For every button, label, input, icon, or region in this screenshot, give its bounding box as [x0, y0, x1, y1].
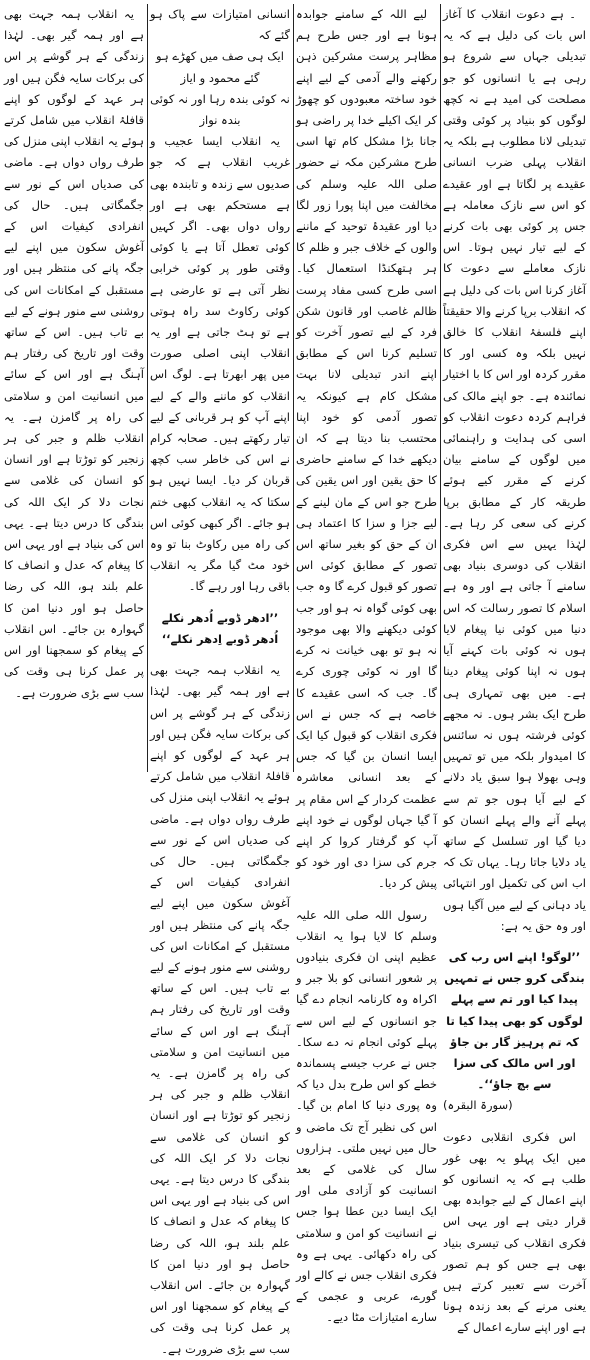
- column-gap: [443, 937, 586, 947]
- column-2-paragraph-2: رسول اللہ صلی اللہ علیہ وسلم کا لایا ہوا یہ انقلاب عظیم اپنی ان فکری بنیادوں پر شعور انسانی کو بلا جبر و اکراہ وہ کارنامہ انجام دے گیا جو انسانوں کے لیے اس سے پہلے کوئی انجام نہ دے سکا۔ جس نے عرب جیسے پسماندہ خطے کو اس طرح بدل دیا کہ وہ پوری دنیا کا امام بن گیا۔ اس کی نظیر آج تک ماضی و حال میں نہیں ملتی۔ ہزاروں سال کی غلامی کے بعد انسانیت کو آزادی ملی اور ایک ایسا دین عطا ہوا جس نے انسانیت کو امن و سلامتی کی راہ دکھائی۔ یہی ہے وہ فکری انقلاب جس نے کالے اور گورے، عربی و عجمی کے سارے امتیازات مٹا دیے۔: [296, 907, 437, 1325]
- column-gap: [296, 895, 437, 905]
- poetry-verse-1: ایک ہی صف میں کھڑے ہو گئے محمود و ایاز: [156, 49, 284, 85]
- quote-reference: (سورۃ البقرہ): [443, 1098, 513, 1113]
- article-column-3: [150, 4, 290, 1356]
- column-1-paragraph-1: ۔ ہے دعوت انقلاب کا آغاز اس بات کی دلیل ہے کہ یہ تبدیلی جہاں سے شروع ہو رہی ہے یا انسانوں کو جو مصلحت کی امید ہے نہ کچھ لوگوں کو بنیاد پر کوئی وقتی تبدیلی لانا مطلوب ہے بلکہ یہ انقلاب پہلی ضرب انسانی عقیدے پر لگاتا ہے اور عقیدے کو اس سے نازک معاملہ ہے جس پر کوئی بھی بات کرنے کے لیے تیار نہیں ہوتا۔ اس نازک معاملے سے دعوت کا آغاز کرنا اس بات کی دلیل ہے کہ انقلاب برپا کرنے والا حقیقتاً اپنے فلسفۂ انقلاب کا خالق نہیں بلکہ وہ کسی اور کا مقرر کردہ اور اس کا با اختیار نمائندہ ہے۔ جو اپنے مالک کی فراہم کردہ دعوت انقلاب کو اسی کی ہدایت و راہنمائی میں لوگوں کے سامنے بیان کرنے کے مقرر کیے ہوئے طریقہ کار کے مطابق برپا کرنے کی سعی کر رہا ہے۔ لہٰذا یہیں سے اس فکری انقلاب کی دوسری بنیاد بھی سامنے آ جاتی ہے اور وہ ہے اسلام کا تصور رسالت کہ اس دنیا میں کوئی نیا پیغام لایا ہوں نہ کوئی بات کہنے آیا ہوں نہ اپنا کوئی پیغام دینا ہے۔ میں بھی تمہاری ہی طرح ایک بشر ہوں۔ نہ مجھے کوئی فرشتہ ہوں نہ سائنس کا امیدوار بلکہ میں تو تمہیں وہی بھولا ہوا سبق یاد دلانے کے لیے آیا ہوں جو تم سے پہلے آنے والے پہلے انسان کو دیا گیا اور تسلسل کے ساتھ یاد دلایا جاتا رہا۔ یہاں تک کہ اب اس کی تکمیل اور انتہائی یاد دہانی کے لیے میں آگیا ہوں اور وہ حق یہ ہے:: [442, 7, 586, 933]
- column-2-paragraph-1: لیے اللہ کے سامنے جوابدہ ہونا ہے اور جس طرح ہم مظاہر پرست مشرکین ذہن رکھنے والے آدمی کے لیے اپنے خود ساختہ معبودوں کو چھوڑ کر ایک اکیلے خدا پر راضی ہو جانا بڑا مشکل کام تھا اسی طرح مشرکین مکہ نے حضور صلی اللہ علیہ وسلم کی مخالفت میں اپنا پورا زور لگا دیا اور عقیدۂ توحید کے ماننے والوں کے خلاف جبر و ظلم کا ہر ہتھکنڈا استعمال کیا۔ اسی طرح کسی مفاد پرست ظالم غاصب اور قانون شکن فرد کے لیے تصور آخرت کو تسلیم کرنا اس کے مطابق اپنے اندر تبدیلی لانا بہت مشکل کام ہے کیونکہ یہ تصور آدمی کو خود اپنا محتسب بنا دیتا ہے کہ ان دیکھے خدا کے سامنے حاضری کا حق یقین اور اس یقین کی طرح جو اس کے مان لینے کے لیے جزا و سزا کا اعتماد ہی ان کے حق کو بغیر ساتھ اس تصور کے مطابق کوئی اس تصور کو قبول کرے گا وہ جب بھی کوئی گواہ نہ ہو اور جب کوئی دیکھنے والا بھی موجود نہ ہو تو بھی خیانت نہ کرے گا اور نہ کوئی چوری کرے گا۔ جب کہ اسی عقیدے کا خاصہ ہے کہ جس نے اس فکری انقلاب کو قبول کیا ایک ایسا انسان بن گیا کہ جس کے بعد انسانی معاشرہ عظمت کردار کے اس مقام پر آ گیا جہاں لوگوں نے خود اپنے آپ کو گرفتار کروا کر اپنے جرم کی سزا دی اور خود کو پیش کر دیا۔: [296, 7, 437, 891]
- column-divider: [440, 4, 441, 772]
- poetry-quote: ’’ادھر ڈوبے اُدھر نکلے اُدھر ڈوبے اِدھر نکلے‘‘: [161, 610, 279, 646]
- article-column-4: [4, 4, 144, 772]
- column-1-paragraph-2: اس فکری انقلابی دعوت میں ایک پہلو یہ بھی غور طلب ہے کہ یہ انسانوں کو اپنے اعمال کے لیے جوابدہ بھی قرار دیتی ہے اور یہی اس فکری انقلاب کی تیسری بنیاد بھی ہے جس کو ہم تصور آخرت سے تعبیر کرتے ہیں یعنی مرنے کے بعد زندہ ہونا ہے اور اپنے سارے اعمال کے: [443, 1129, 586, 1335]
- column-gap: [443, 1117, 586, 1127]
- column-3-paragraph-1: انسانی امتیازات سے پاک ہو گئے کہ: [150, 7, 290, 43]
- article-column-2: [296, 4, 437, 1325]
- quran-quote: ’’لوگو! اپنے اس رب کی بندگی کرو جس نے تمہیں پیدا کیا اور تم سے پہلے لوگوں کو بھی پیدا کیا تا کہ تم پرہیز گار بن جاؤ اور اس مالک کی سزا سے بچ جاؤ‘‘۔: [444, 949, 585, 1092]
- column-gap: [150, 650, 290, 660]
- column-divider: [147, 4, 148, 772]
- column-gap: [150, 598, 290, 608]
- column-3-paragraph-3: یہ انقلاب ہمہ جہت بھی ہے اور ہمہ گیر بھی۔ لہٰذا زندگی کے ہر گوشے پر اس کی برکات سایہ فگن ہیں اور ہر عہد کے لوگوں کو اپنے قافلۂ انقلاب میں شامل کرتے ہوئے یہ انقلاب اپنی منزل کی طرف رواں دواں ہے۔ ماضی کی صدیاں اس کے نور سے جگمگاتی ہیں۔ حال کی انفرادی کیفیات اس کے آغوش سکون میں اپنے لیے جگہ پانے کی منتظر ہیں اور مستقبل کے امکانات اس کی روشنی سے منور ہونے کے لیے بے تاب ہیں۔ اس کے ساتھ وقت اور تاریخ کی رفتار ہم آہنگ ہے اور اس کے سائے میں انسانیت امن و سلامتی کی راہ پر گامزن ہے۔ یہ انقلاب ظلم و جبر کی ہر زنجیر کو توڑتا ہے اور انسان کو انسان کی غلامی سے نجات دلا کر ایک اللہ کی بندگی کا درس دیتا ہے۔ یہی اس کی بنیاد ہے اور یہی اس کا پیغام کہ عدل و انصاف کا علم بلند ہو، اللہ کی رضا حاصل ہو اور دنیا امن کا گہوارہ بن جائے۔ اس انقلاب کے پیغام کو سمجھنا اور اس پر عمل کرنا ہی وقت کی سب سے بڑی ضرورت ہے۔: [150, 663, 290, 1356]
- column-divider: [293, 4, 294, 772]
- column-3-paragraph-2: یہ انقلاب ایسا عجیب و غریب انقلاب ہے کہ جو صدیوں سے زندہ و تابندہ بھی ہے مستحکم بھی ہے اور رواں دواں بھی۔ اگر کہیں کوئی تعطل آتا ہے یا کوئی وقتی طور پر کوئی خرابی نظر آتی ہے تو عارضی ہے کوئی رکاوٹ سد راہ ہوتی ہے تو ہٹ جاتی ہے اور یہ انقلاب اپنی اصلی صورت میں پھر ابھرتا ہے۔ لوگ اس انقلاب کو ماننے والے کے لیے اپنے آپ کو ہر قربانی کے لیے تیار رکھتے ہیں۔ صحابہ کرام نے اس کی خاطر سب کچھ قربان کر دیا۔ ایسا نہیں ہو سکتا کہ یہ انقلاب کبھی ختم ہو جائے۔ اگر کبھی کوئی اس کی راہ میں رکاوٹ بنا تو وہ خود مٹ گیا مگر یہ انقلاب باقی رہا اور رہے گا۔: [150, 134, 290, 594]
- column-4-paragraph: یہ انقلاب ہمہ جہت بھی ہے اور ہمہ گیر بھی۔ لہٰذا زندگی کے ہر گوشے پر اس کی برکات سایہ فگن ہیں اور ہر عہد کے لوگوں کو اپنے قافلۂ انقلاب میں شامل کرتے ہوئے یہ انقلاب اپنی منزل کی طرف رواں دواں ہے۔ ماضی کی صدیاں اس کے نور سے جگمگاتی ہیں۔ حال کی انفرادی کیفیات اس کے آغوش سکون میں اپنے لیے جگہ پانے کی منتظر ہیں اور مستقبل کے امکانات اس کی روشنی سے منور ہونے کے لیے بے تاب ہیں۔ اس کے ساتھ وقت اور تاریخ کی رفتار ہم آہنگ ہے اور اس کے سائے میں انسانیت امن و سلامتی کی راہ پر گامزن ہے۔ یہ انقلاب ظلم و جبر کی ہر زنجیر کو توڑتا ہے اور انسان کو انسان کی غلامی سے نجات دلا کر ایک اللہ کی بندگی کا درس دیتا ہے۔ یہی اس کی بنیاد ہے اور یہی اس کا پیغام کہ عدل و انصاف کا علم بلند ہو، اللہ کی رضا حاصل ہو اور دنیا امن کا گہوارہ بن جائے۔ اس انقلاب کے پیغام کو سمجھنا اور اس پر عمل کرنا ہی وقت کی سب سے بڑی ضرورت ہے۔: [4, 7, 144, 700]
- poetry-verse-2: نہ کوئی بندہ رہا اور نہ کوئی بندہ نواز: [150, 91, 290, 128]
- article-column-1: [442, 4, 586, 1335]
